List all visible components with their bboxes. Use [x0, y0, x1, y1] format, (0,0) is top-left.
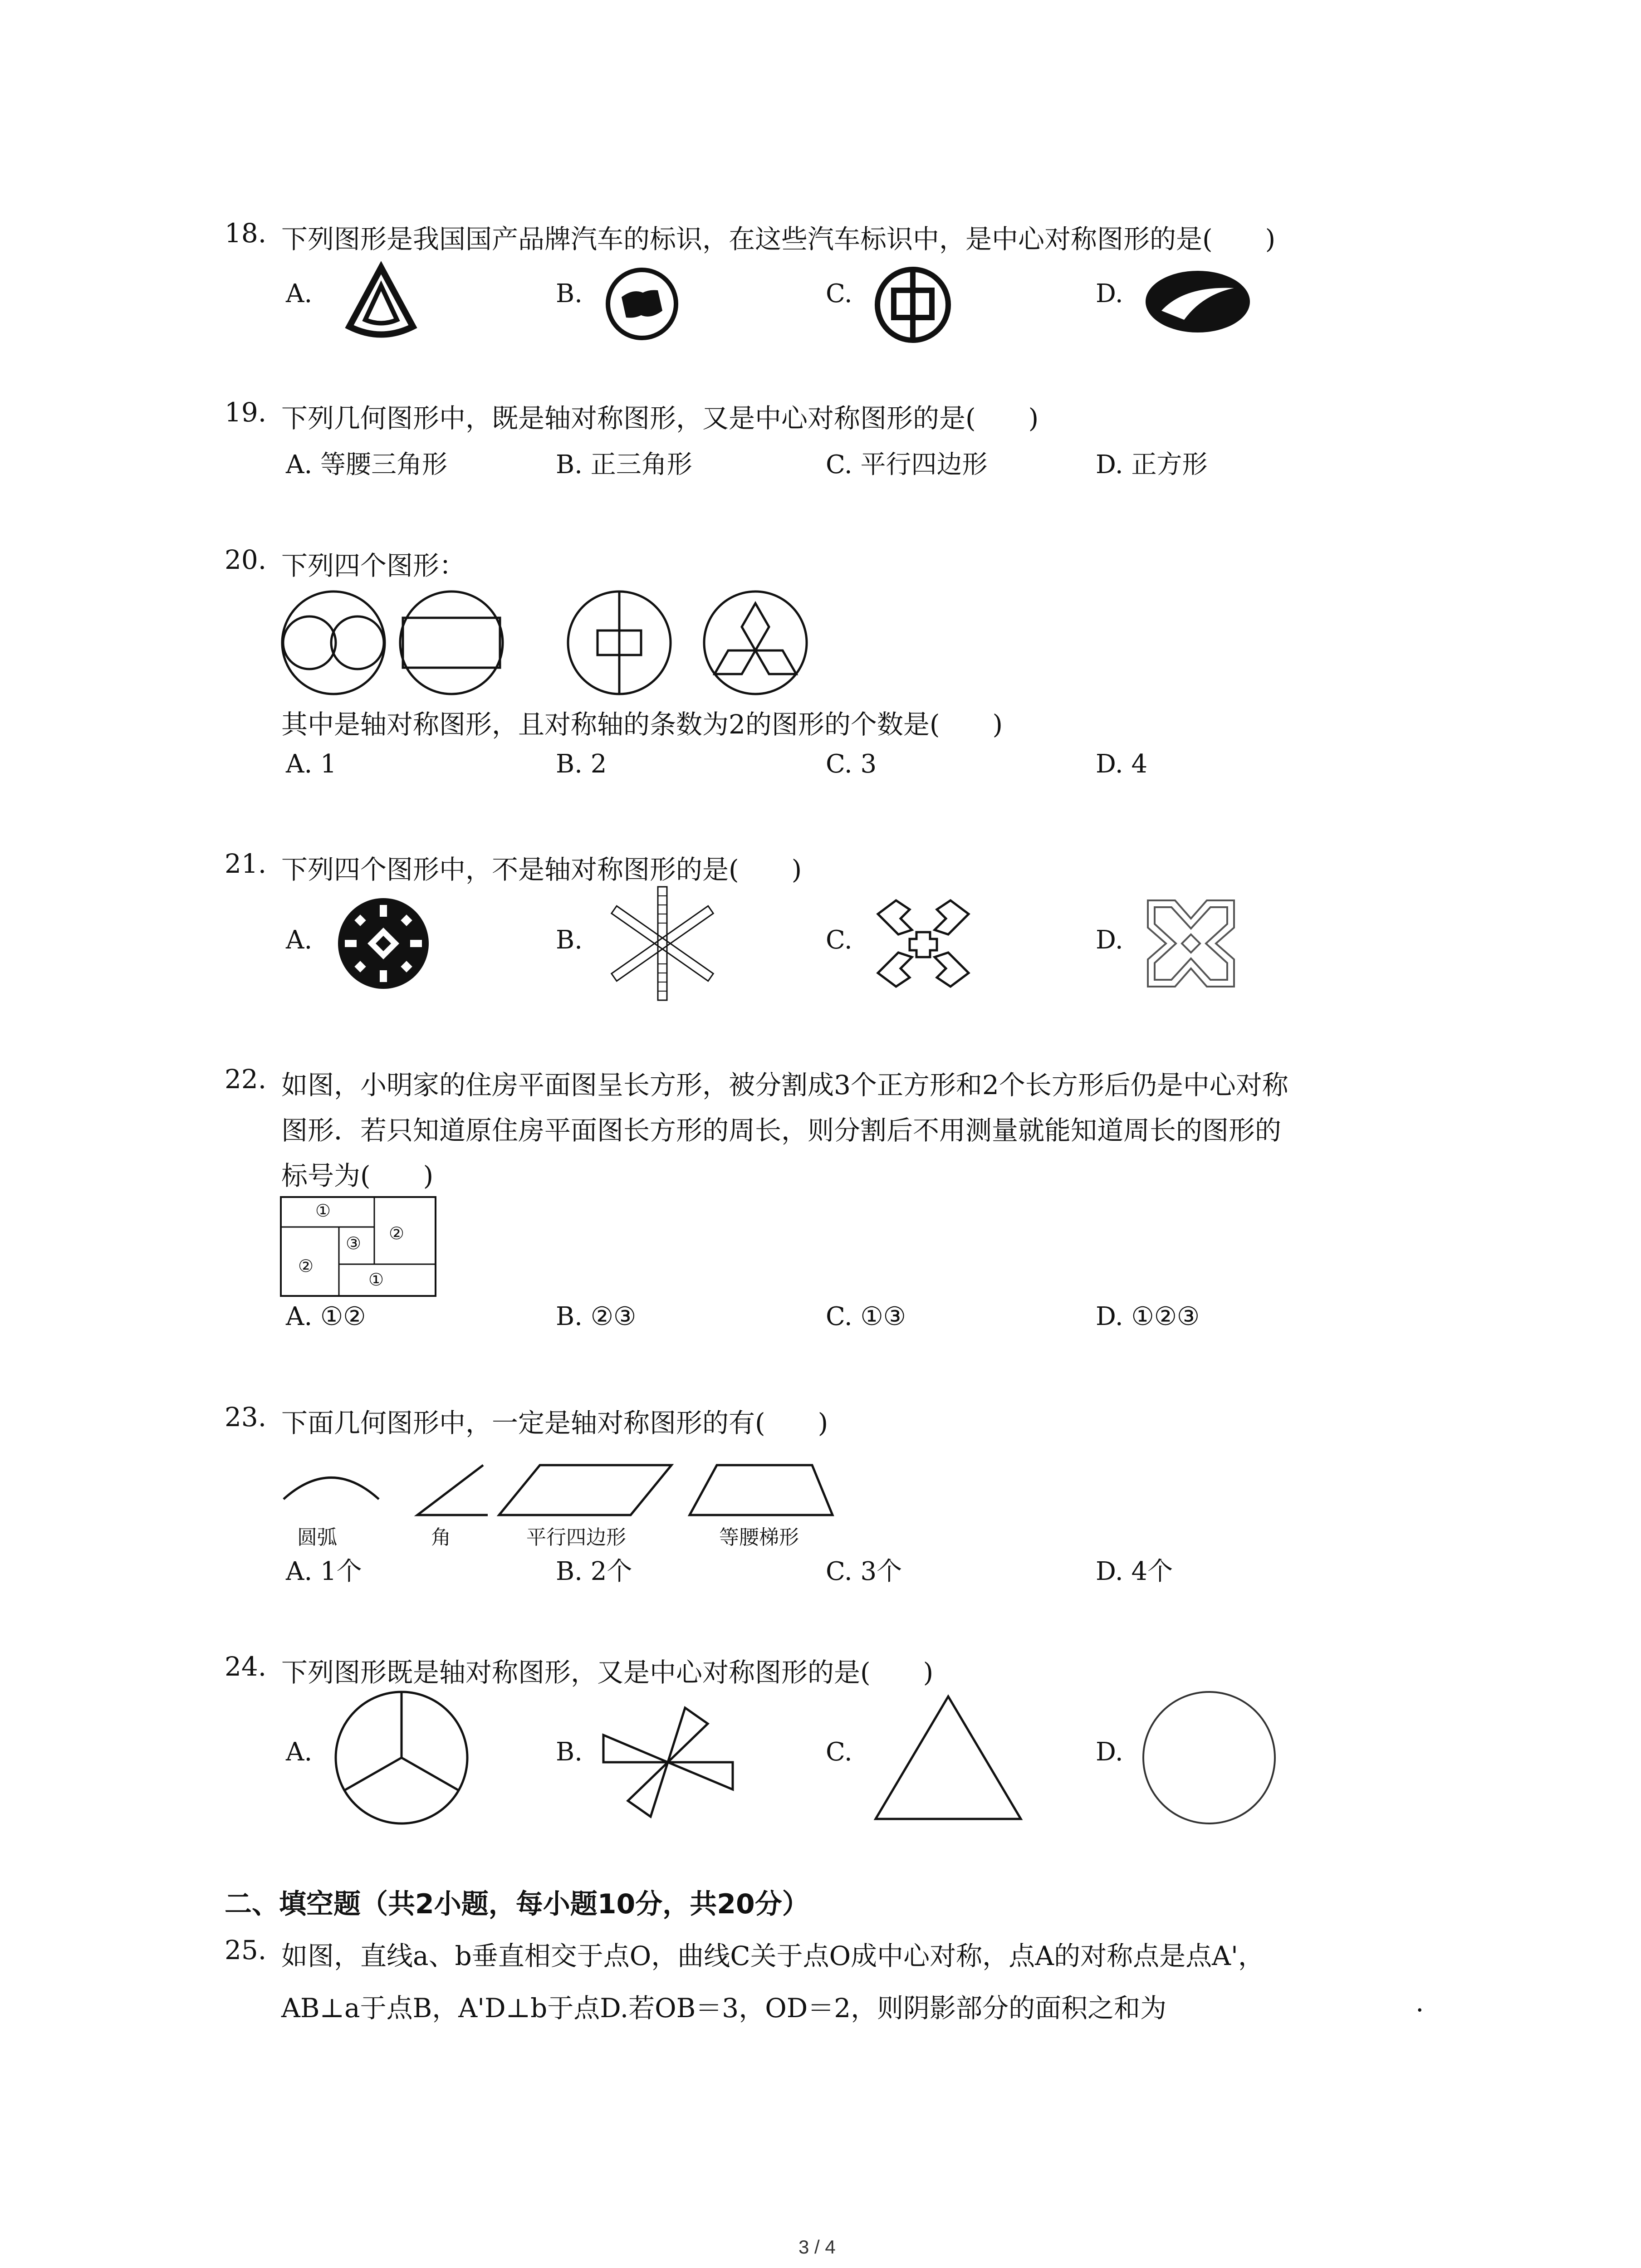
page-number: 3 / 4 — [798, 2236, 836, 2258]
caption-angle: 角 — [431, 1526, 451, 1549]
q24-figure-a — [333, 1690, 470, 1826]
q24-option-c: C. — [826, 1737, 852, 1767]
q20-figures — [281, 590, 817, 701]
q21-figure-a — [336, 896, 431, 991]
q20-option-d: D. 4 — [1096, 749, 1148, 779]
q20-option-c: C. 3 — [826, 749, 877, 779]
q20-option-a: A. 1 — [286, 749, 337, 779]
q21-figure-b — [603, 887, 721, 1000]
q22-option-d: D. ①②③ — [1096, 1302, 1200, 1331]
section-2-title: 二、填空题（共2小题，每小题10分，共20分） — [225, 1888, 809, 1920]
q22-line2: 图形．若只知道原住房平面图长方形的周长，则分割后不用测量就能知道周长的图形的 — [281, 1115, 1282, 1146]
q23-number: 23. — [225, 1402, 267, 1432]
q20-number: 20. — [225, 544, 267, 575]
q22-option-c: C. ①③ — [826, 1302, 906, 1331]
q19-option-b: B. 正三角形 — [556, 450, 692, 479]
plan-label-1-top: ① — [315, 1201, 331, 1221]
q24-figure-d — [1141, 1690, 1277, 1826]
q22-option-b: B. ②③ — [556, 1302, 637, 1331]
floor-plan-figure — [280, 1196, 436, 1297]
q24-text: 下列图形既是轴对称图形，又是中心对称图形的是( ) — [281, 1657, 934, 1688]
caption-isosceles-trapezoid: 等腰梯形 — [719, 1526, 799, 1549]
plan-label-3: ③ — [346, 1233, 362, 1253]
q24-figure-b — [603, 1708, 733, 1817]
q20-text: 下列四个图形： — [281, 550, 466, 581]
car-logo-b-icon — [603, 265, 681, 342]
q23-option-a: A. 1个 — [286, 1557, 362, 1586]
q23-text: 下面几何图形中，一定是轴对称图形的有( ) — [281, 1408, 828, 1438]
q18-option-a: A. — [286, 279, 313, 308]
plan-label-2-right: ② — [389, 1223, 405, 1243]
q25-end-period: . — [1416, 1987, 1424, 2018]
q18-option-b: B. — [556, 279, 583, 308]
q23-figures — [281, 1447, 848, 1520]
q22-line3: 标号为( ) — [281, 1160, 434, 1191]
q22-option-a: A. ①② — [286, 1302, 366, 1331]
q20-option-b: B. 2 — [556, 749, 607, 779]
q21-number: 21. — [225, 848, 267, 879]
q25-line1: 如图，直线a、b垂直相交于点O，曲线C关于点O成中心对称，点A的对称点是点A'， — [281, 1941, 1264, 1971]
q18-number: 18. — [225, 218, 267, 249]
caption-arc: 圆弧 — [297, 1526, 337, 1549]
q23-option-c: C. 3个 — [826, 1557, 902, 1586]
q25-number: 25. — [225, 1935, 267, 1965]
q18-option-c: C. — [826, 279, 852, 308]
q18-text: 下列图形是我国国产品牌汽车的标识，在这些汽车标识中，是中心对称图形的是( ) — [281, 224, 1276, 254]
plan-label-1-bottom: ① — [368, 1270, 384, 1290]
q19-option-c: C. 平行四边形 — [826, 450, 988, 479]
q21-figure-c — [873, 896, 973, 991]
q21-option-c: C. — [826, 925, 852, 955]
q23-option-b: B. 2个 — [556, 1557, 632, 1586]
car-logo-c-icon — [873, 265, 953, 345]
q21-option-a: A. — [286, 925, 313, 955]
q24-option-d: D. — [1096, 1737, 1123, 1767]
q24-figure-c — [873, 1694, 1023, 1821]
q21-text: 下列四个图形中，不是轴对称图形的是( ) — [281, 854, 802, 885]
q24-option-b: B. — [556, 1737, 583, 1767]
q19-option-a: A. 等腰三角形 — [286, 450, 448, 479]
q19-option-d: D. 正方形 — [1096, 450, 1208, 479]
q23-option-d: D. 4个 — [1096, 1557, 1173, 1586]
q25-line2: AB⊥a于点B，A'D⊥b于点D.若OB＝3，OD＝2，则阴影部分的面积之和为 — [281, 1993, 1167, 2024]
caption-parallelogram: 平行四边形 — [526, 1526, 626, 1549]
car-logo-d-icon — [1143, 268, 1252, 336]
q21-option-d: D. — [1096, 925, 1123, 955]
q21-figure-d — [1143, 896, 1239, 991]
q21-option-b: B. — [556, 925, 583, 955]
q24-number: 24. — [225, 1651, 267, 1682]
q22-line1: 如图，小明家的住房平面图呈长方形，被分割成3个正方形和2个长方形后仍是中心对称 — [281, 1070, 1288, 1100]
plan-label-2-left: ② — [298, 1256, 314, 1276]
q20-text2: 其中是轴对称图形，且对称轴的条数为2的图形的个数是( ) — [281, 709, 1003, 740]
q24-option-a: A. — [286, 1737, 313, 1767]
q25-answer-blank[interactable] — [1239, 2039, 1388, 2040]
q18-option-d: D. — [1096, 279, 1123, 308]
car-logo-a-icon — [336, 263, 426, 340]
q19-text: 下列几何图形中，既是轴对称图形，又是中心对称图形的是( ) — [281, 403, 1039, 434]
q19-number: 19. — [225, 397, 267, 428]
q22-number: 22. — [225, 1064, 267, 1095]
